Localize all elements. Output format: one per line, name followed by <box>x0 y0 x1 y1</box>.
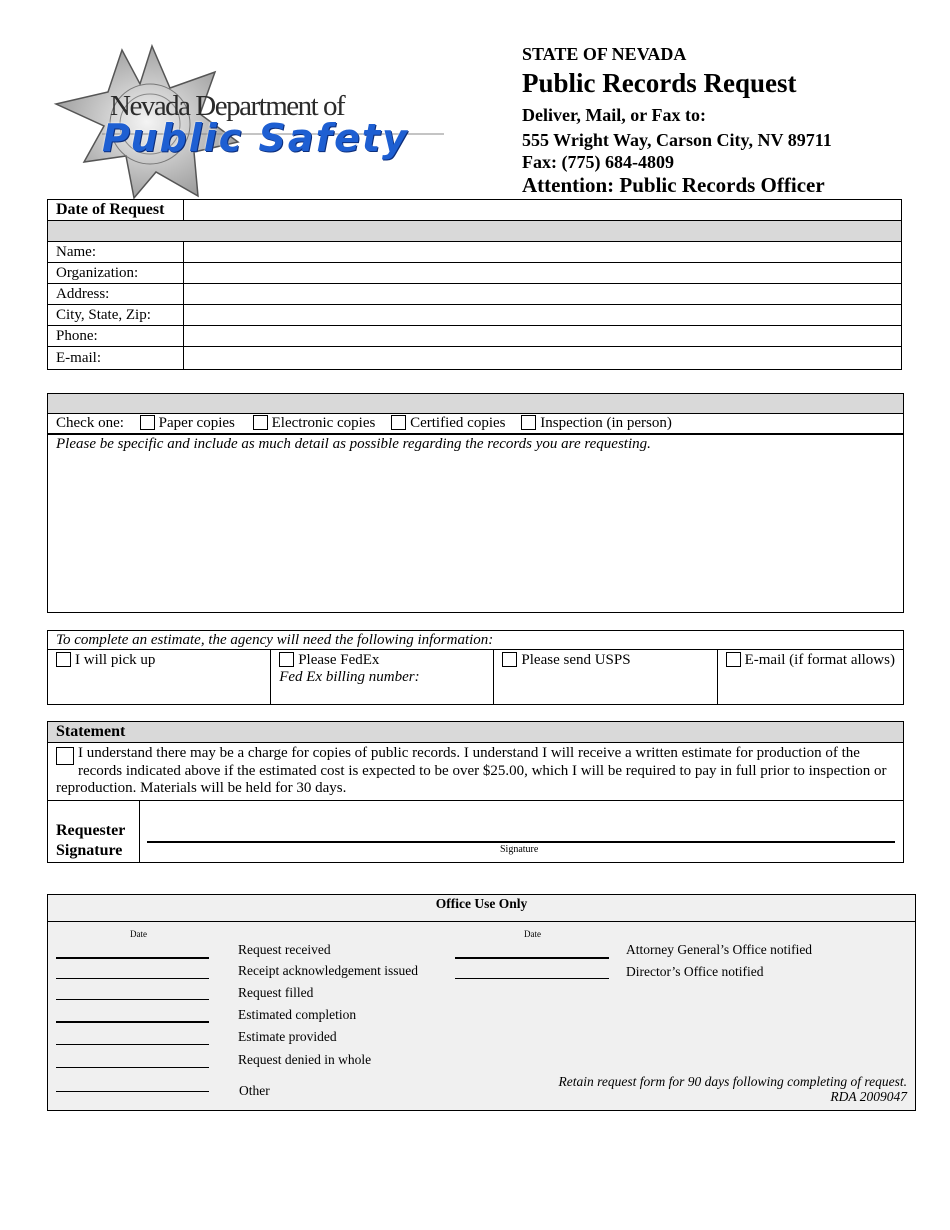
statement-box <box>47 721 904 863</box>
deliver-label: Deliver, Mail, or Fax to: <box>522 105 706 125</box>
statement-body <box>48 743 903 801</box>
page-title: Public Records Request <box>522 68 797 98</box>
certified-copies-label: Certified copies <box>410 415 506 431</box>
signature-line[interactable] <box>147 841 895 843</box>
estimate-provided-date-line[interactable] <box>56 1044 209 1045</box>
address-field[interactable] <box>184 284 902 305</box>
contact-table <box>47 199 902 370</box>
fedex-billing-label: Fed Ex billing number: <box>279 669 420 685</box>
request-received-date-line[interactable] <box>56 957 209 959</box>
logo-line2: Public Safety <box>102 116 409 160</box>
estimate-intro: To complete an estimate, the agency will need the following information: <box>48 631 903 650</box>
date-right-label: Date <box>524 929 541 939</box>
delivery-options-row <box>48 650 903 704</box>
organization-label: Organization: <box>48 263 184 284</box>
fedex-label: Please FedEx <box>298 652 380 668</box>
pickup-option <box>48 650 271 704</box>
electronic-copies-checkbox[interactable] <box>253 415 268 430</box>
director-notified-date-line[interactable] <box>455 978 609 979</box>
check-one-label: Check one: <box>56 415 124 431</box>
address-label: Address: <box>48 284 184 305</box>
retain-text: Retain request form for 90 days following completing of request. <box>558 1074 907 1089</box>
ag-notified-label: Attorney General’s Office notified <box>626 942 813 957</box>
director-notified-label: Director’s Office notified <box>626 964 764 979</box>
usps-option <box>494 650 717 704</box>
estimate-box <box>47 630 904 705</box>
rda-number: RDA 2009047 <box>830 1089 907 1104</box>
request-filled-label: Request filled <box>238 985 314 1000</box>
paper-copies-checkbox[interactable] <box>140 415 155 430</box>
records-shade-bar <box>48 394 903 414</box>
city-state-zip-field[interactable] <box>184 305 902 326</box>
estimate-provided-label: Estimate provided <box>238 1029 337 1044</box>
other-date-line[interactable] <box>56 1091 209 1092</box>
electronic-copies-label: Electronic copies <box>271 415 376 431</box>
email-field[interactable] <box>184 347 902 370</box>
estimated-completion-label: Estimated completion <box>238 1007 357 1022</box>
request-received-label: Request received <box>238 942 331 957</box>
usps-label: Please send USPS <box>521 652 631 668</box>
usps-checkbox[interactable] <box>502 652 517 667</box>
name-label: Name: <box>48 242 184 263</box>
mailing-address: 555 Wright Way, Carson City, NV 89711 <box>522 130 832 150</box>
statement-heading: Statement <box>48 722 903 743</box>
receipt-ack-label: Receipt acknowledgement issued <box>238 963 418 978</box>
email-label: E-mail: <box>48 347 184 370</box>
statement-text: I understand there may be a charge for copies of public records. I understand I will receive a written estimate for production of the records indicated above if the estimated cost is expected to be over $25.00, which I will be required to pay in full prior to inspection or reproduction. Materials will be held for 30 days. <box>56 745 887 796</box>
state-label: STATE OF NEVADA <box>522 44 687 64</box>
statement-acknowledge-checkbox[interactable] <box>56 747 74 765</box>
receipt-ack-date-line[interactable] <box>56 978 209 979</box>
name-field[interactable] <box>184 242 902 263</box>
check-one-row <box>48 414 903 435</box>
ag-notified-date-line[interactable] <box>455 957 609 959</box>
records-box <box>47 393 904 613</box>
paper-copies-label: Paper copies <box>158 415 235 431</box>
city-state-zip-label: City, State, Zip: <box>48 305 184 326</box>
signature-label-cell <box>48 801 140 863</box>
phone-field[interactable] <box>184 326 902 347</box>
phone-label: Phone: <box>48 326 184 347</box>
fedex-checkbox[interactable] <box>279 652 294 667</box>
request-filled-date-line[interactable] <box>56 999 209 1000</box>
date-of-request-field[interactable] <box>184 200 902 221</box>
organization-field[interactable] <box>184 263 902 284</box>
fedex-option <box>271 650 494 704</box>
pickup-label: I will pick up <box>75 652 156 668</box>
retention-note <box>559 1074 907 1104</box>
date-left-label: Date <box>130 929 147 939</box>
dps-logo <box>52 44 452 200</box>
contact-shade-bar <box>48 221 902 242</box>
inspection-checkbox[interactable] <box>521 415 536 430</box>
certified-copies-checkbox[interactable] <box>391 415 406 430</box>
fax-number: Fax: (775) 684-4809 <box>522 152 674 172</box>
signature-label: Signature <box>56 842 123 859</box>
pickup-checkbox[interactable] <box>56 652 71 667</box>
requester-label: Requester <box>56 822 126 839</box>
signature-row <box>48 801 903 863</box>
email-delivery-label: E-mail (if format allows) <box>744 652 895 668</box>
estimated-completion-date-line[interactable] <box>56 1021 209 1023</box>
attention-line: Attention: Public Records Officer <box>522 173 825 197</box>
signature-caption: Signature <box>500 844 539 855</box>
email-delivery-checkbox[interactable] <box>726 652 741 667</box>
logo-line1: Nevada Department of <box>110 90 345 122</box>
other-label: Other <box>239 1083 270 1098</box>
email-option <box>718 650 903 704</box>
inspection-label: Inspection (in person) <box>540 415 672 431</box>
records-description-area[interactable] <box>48 435 903 607</box>
request-denied-label: Request denied in whole <box>238 1052 372 1067</box>
office-use-box <box>47 894 916 1111</box>
date-of-request-label: Date of Request <box>48 200 184 221</box>
request-denied-date-line[interactable] <box>56 1067 209 1068</box>
records-instructions: Please be specific and include as much detail as possible regarding the records you are requesting. <box>56 436 651 452</box>
office-use-title: Office Use Only <box>48 895 915 922</box>
